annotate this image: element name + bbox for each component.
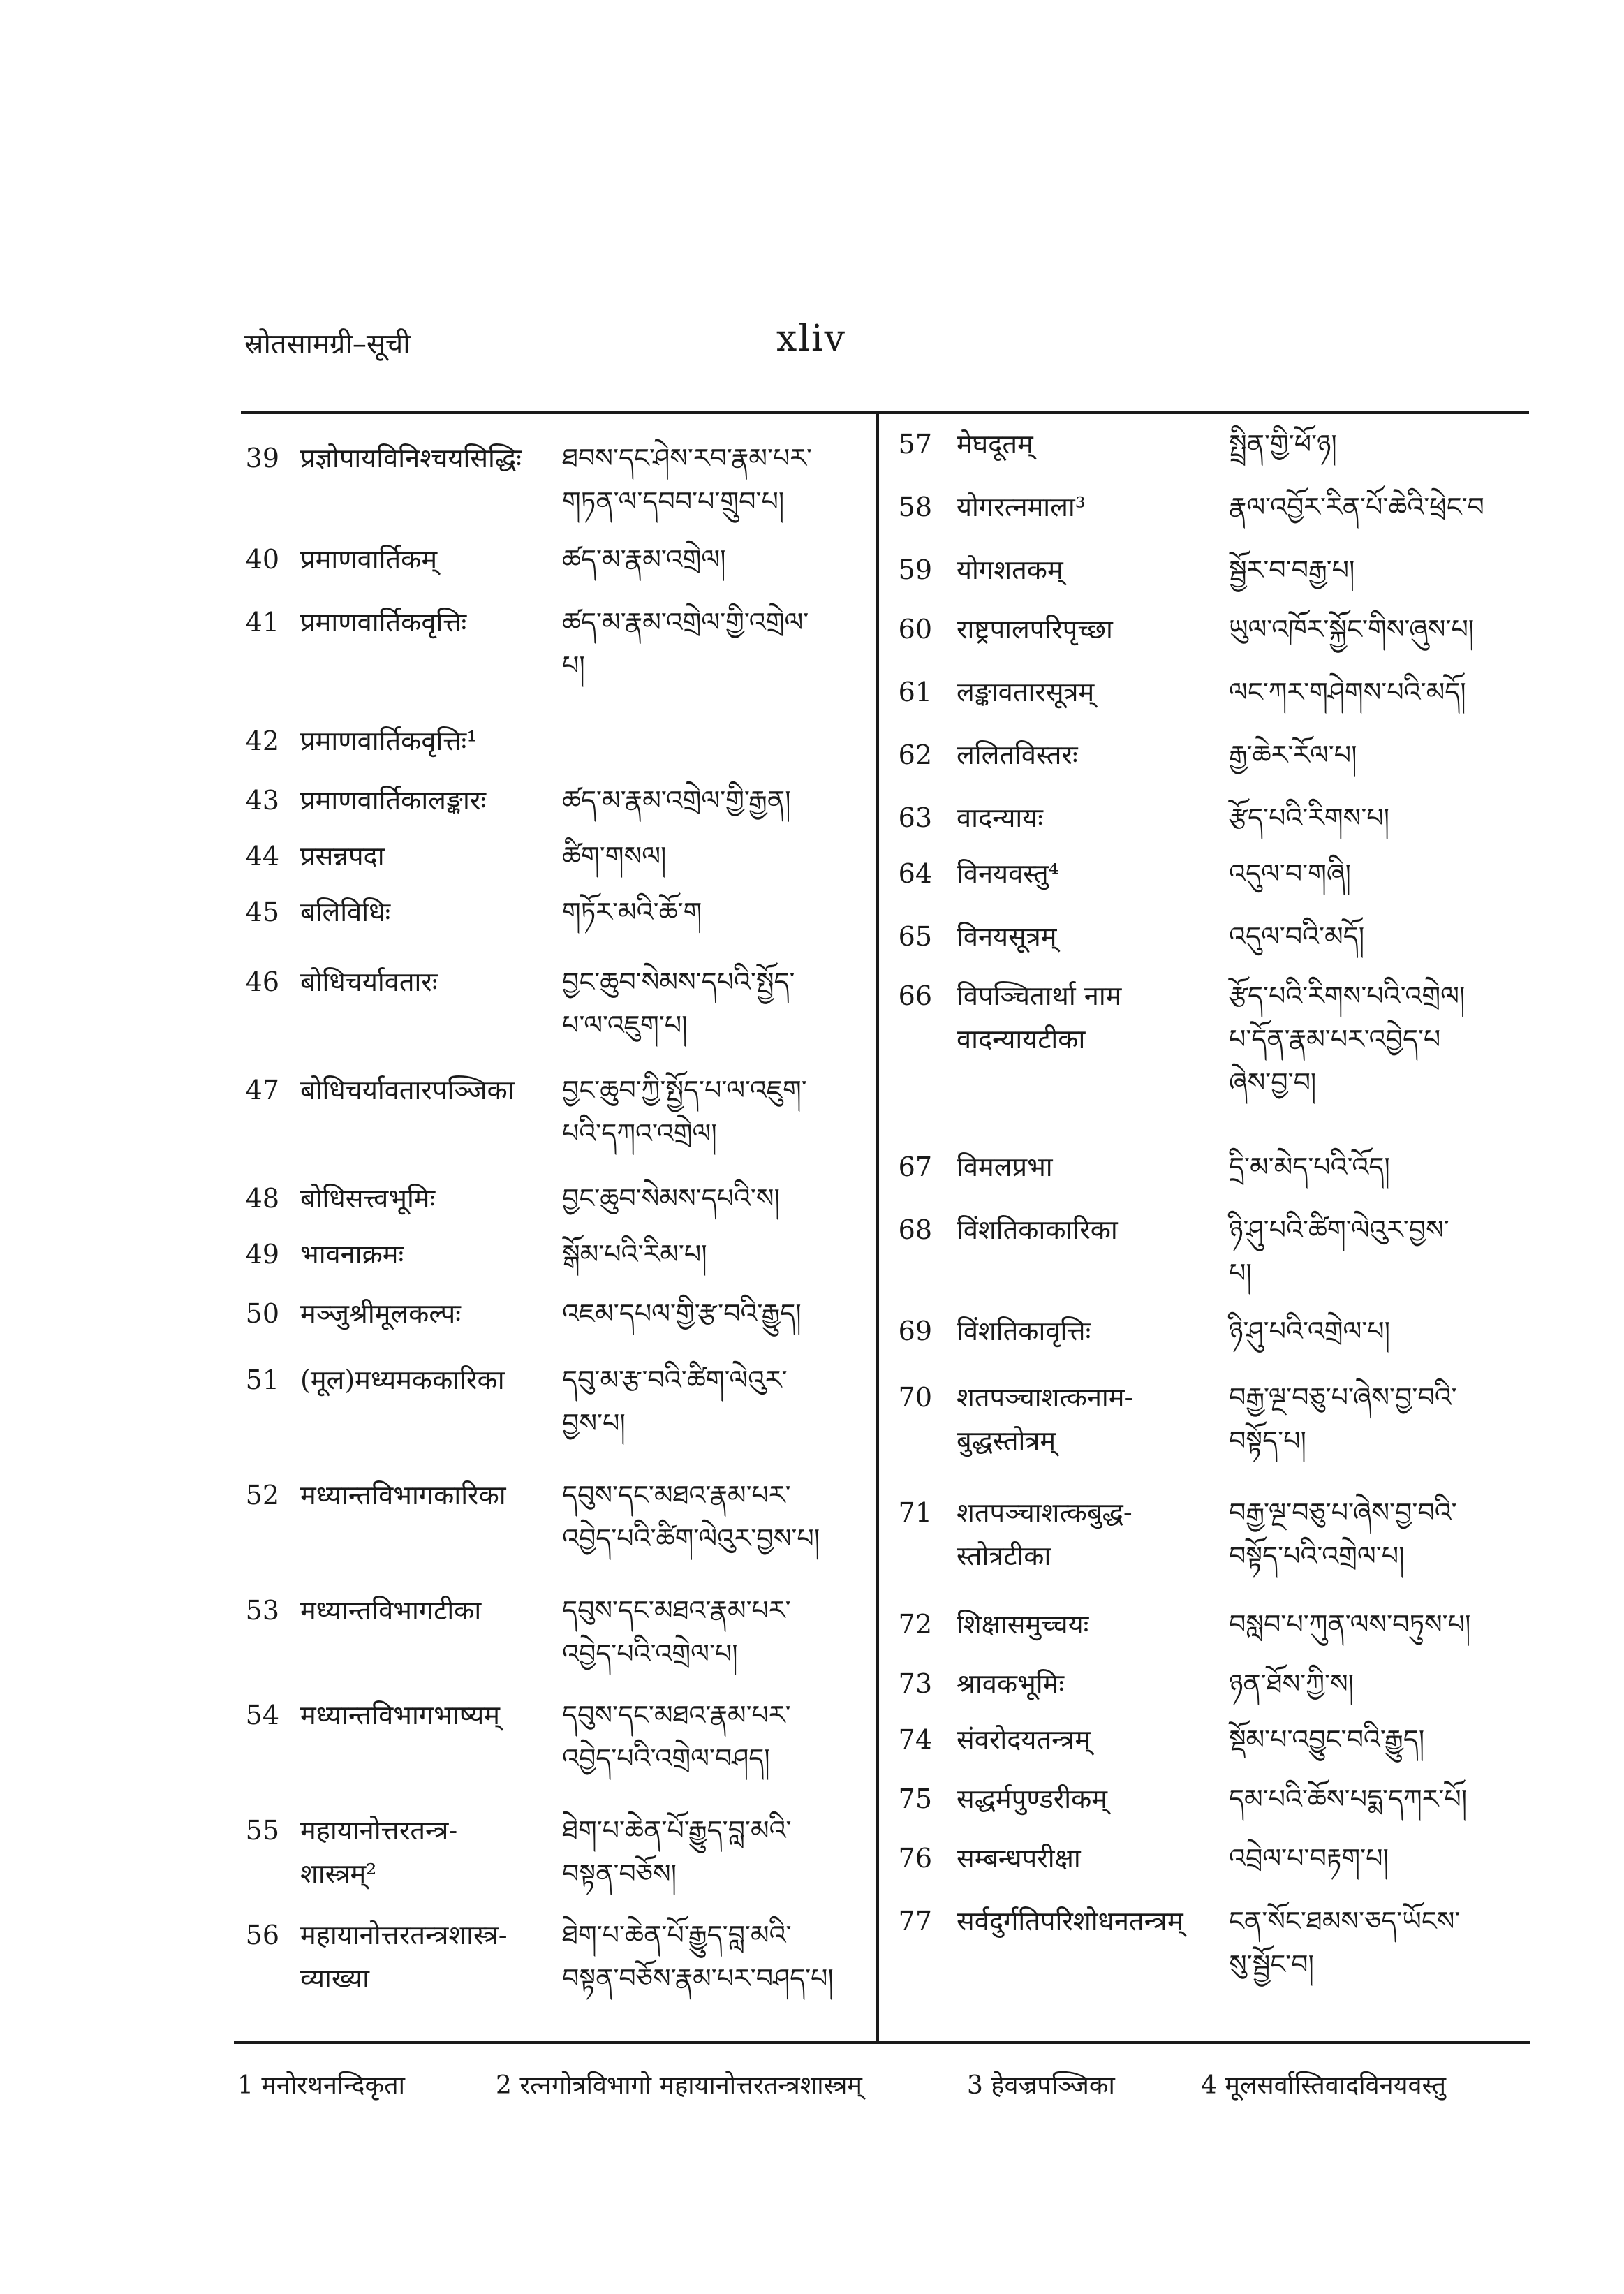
sanskrit-title-line: स्तोत्रटीका — [957, 1541, 1051, 1571]
entry-number: 64 — [898, 858, 932, 889]
sanskrit-title — [957, 1491, 1132, 1578]
tibetan-title — [1229, 1603, 1470, 1646]
tibetan-title — [1229, 608, 1474, 651]
tibetan-title-line: ཐེག་པ་ཆེན་པོ་རྒྱུད་བླ་མའི་ — [562, 1815, 792, 1846]
tibetan-title-line: པ། — [562, 650, 585, 681]
entry-number: 63 — [898, 802, 932, 833]
sanskrit-title — [300, 1693, 500, 1737]
entry-number: 77 — [898, 1906, 932, 1936]
footnote-3: 3 हेवज्रपञ्जिका — [967, 2071, 1115, 2100]
sanskrit-title-line: प्रसन्नपदा — [300, 841, 385, 872]
tibetan-title — [562, 1358, 788, 1445]
tibetan-title-line: འབྱེད་པའི་འགྲེལ་པ། — [562, 1638, 738, 1669]
footnote-2: 2 रत्नगोत्रविभागो महायानोत्तरतन्त्रशास्त्रम् — [496, 2071, 862, 2100]
sanskrit-title-line: सद्धर्मपुण्डरीकम् — [957, 1784, 1108, 1814]
sanskrit-title-line: वादन्यायः — [957, 802, 1043, 833]
sanskrit-title-line: ललितविस्तरः — [957, 740, 1078, 770]
sanskrit-title-line: मध्यान्तविभागटीका — [300, 1595, 482, 1626]
entry-number: 69 — [898, 1316, 932, 1346]
sanskrit-title-line: विपञ्चितार्था नाम — [957, 980, 1122, 1011]
entry-number: 44 — [245, 841, 279, 872]
sanskrit-title-line: बुद्धस्तोत्रम् — [957, 1425, 1056, 1456]
tibetan-title-line: བརྒྱ་ལྔ་བཅུ་པ་ཞེས་བྱ་བའི་ — [1229, 1382, 1457, 1413]
entry-number: 71 — [898, 1497, 932, 1528]
tibetan-title-line: རྩོད་པའི་རིགས་པ། — [1229, 802, 1390, 833]
tibetan-title — [562, 1292, 802, 1335]
sanskrit-title-line: वादन्यायटीका — [957, 1024, 1086, 1054]
tibetan-title — [562, 1233, 707, 1276]
running-title: स्रोतसामग्री–सूची — [244, 328, 411, 360]
entry-number: 53 — [245, 1595, 279, 1626]
entry-number: 76 — [898, 1843, 932, 1874]
tibetan-title-line: སྡོམ་པ་འབྱུང་བའི་རྒྱུད། — [1229, 1724, 1425, 1755]
tibetan-title-line: ཐབས་དང་ཤེས་རབ་རྣམ་པར་ — [562, 443, 812, 473]
entry-number: 54 — [245, 1700, 279, 1730]
sanskrit-title — [300, 1589, 481, 1632]
sanskrit-title-line: योगशतकम् — [957, 554, 1063, 585]
sanskrit-title-line: शिक्षासमुच्चयः — [957, 1609, 1089, 1640]
tibetan-title-line: གཏོར་མའི་ཆོ་ག — [562, 897, 702, 927]
tibetan-title-line: རྩོད་པའི་རིགས་པའི་འགྲེལ། — [1229, 980, 1466, 1011]
sanskrit-title-line: विमलप्रभा — [957, 1152, 1053, 1182]
tibetan-title-line: བྱང་ཆུབ་ཀྱི་སྤྱོད་པ་ལ་འཇུག་ — [562, 1075, 807, 1105]
tibetan-title — [562, 601, 809, 687]
sanskrit-title-line: बलिविधिः — [300, 897, 391, 927]
tibetan-title-line: བྱང་ཆུབ་སེམས་དཔའི་ས། — [562, 1183, 780, 1214]
sanskrit-title-line: बोधिसत्त्वभूमिः — [300, 1183, 436, 1214]
sanskrit-title-line: प्रमाणवार्तिकवृत्तिः — [300, 607, 467, 638]
tibetan-title — [1229, 1837, 1389, 1880]
sanskrit-title — [300, 538, 437, 581]
entry-number: 74 — [898, 1724, 932, 1755]
tibetan-title — [1229, 1718, 1424, 1761]
sanskrit-title-line: सर्वदुर्गतिपरिशोधनतन्त्रम् — [957, 1906, 1183, 1936]
tibetan-title-line: འབྱེད་པའི་འགྲེལ་བཤད། — [562, 1743, 770, 1774]
tibetan-title — [1229, 974, 1465, 1104]
sanskrit-title — [957, 1899, 1183, 1943]
tibetan-title-line: དམ་པའི་ཆོས་པདྨ་དཀར་པོ། — [1229, 1784, 1468, 1814]
tibetan-title — [562, 779, 791, 822]
tibetan-title — [1229, 422, 1337, 466]
sanskrit-title-line: लङ्कावतारसूत्रम् — [957, 677, 1095, 707]
sanskrit-title-line: श्रावकभूमिः — [957, 1668, 1065, 1699]
sanskrit-title-line: मेघदूतम् — [957, 429, 1033, 459]
tibetan-title-line: སྤྲིན་གྱི་ཕོ་ཉ། — [1229, 429, 1337, 459]
tibetan-title-line: ཡུལ་འཁོར་སྐྱོང་གིས་ཞུས་པ། — [1229, 614, 1475, 645]
entry-number: 52 — [245, 1480, 279, 1510]
sanskrit-title-line: मध्यान्तविभागभाष्यम् — [300, 1700, 500, 1730]
entry-number: 45 — [245, 897, 279, 927]
sanskrit-title — [957, 852, 1059, 895]
tibetan-title — [1229, 1145, 1390, 1189]
tibetan-title-line: དབུས་དང་མཐའ་རྣམ་པར་ — [562, 1700, 791, 1730]
tibetan-title-line: བརྒྱ་ལྔ་བཅུ་པ་ཞེས་བྱ་བའི་ — [1229, 1497, 1457, 1528]
footnote-4: 4 मूलसर्वास्तिवादविनयवस्तु — [1201, 2071, 1447, 2100]
tibetan-title-line: ཐེག་པ་ཆེན་པོ་རྒྱུད་བླ་མའི་ — [562, 1920, 792, 1950]
sanskrit-title — [957, 1145, 1053, 1189]
sanskrit-title-line: विनयसूत्रम् — [957, 921, 1057, 952]
sanskrit-title-line: (मूल)मध्यमककारिका — [300, 1365, 505, 1395]
sanskrit-title-line: व्याख्या — [300, 1963, 369, 1994]
tibetan-title-line: སྦྱོར་བ་བརྒྱ་པ། — [1229, 554, 1355, 585]
sanskrit-title — [300, 779, 486, 822]
tibetan-title-line: པའི་དཀའ་འགྲེལ། — [562, 1118, 717, 1149]
tibetan-title-line: འདུལ་བའི་མདོ། — [1229, 921, 1365, 952]
tibetan-title-line: སྒོམ་པའི་རིམ་པ། — [562, 1239, 707, 1270]
sanskrit-title — [957, 1718, 1091, 1761]
column-divider — [876, 412, 879, 2043]
sanskrit-title-line: विंशतिकाकारिका — [957, 1214, 1118, 1245]
entry-number: 47 — [245, 1075, 279, 1105]
tibetan-title-line: འདུལ་བ་གཞི། — [1229, 858, 1351, 889]
tibetan-title — [1229, 485, 1484, 529]
sanskrit-title — [300, 1358, 505, 1402]
tibetan-title-line: ཚད་མ་རྣམ་འགྲེལ། — [562, 544, 726, 575]
tibetan-title-line: ཚིག་གསལ། — [562, 841, 667, 872]
tibetan-title-line: དབུ་མ་རྩ་བའི་ཚིག་ལེའུར་ — [562, 1365, 788, 1395]
sanskrit-title — [300, 719, 477, 763]
tibetan-title-line: ཚད་མ་རྣམ་འགྲེལ་གྱི་རྒྱན། — [562, 785, 791, 816]
entry-number: 75 — [898, 1784, 932, 1814]
tibetan-title-line: བསྟོད་པའི་འགྲེལ་པ། — [1229, 1541, 1405, 1571]
sanskrit-title — [957, 670, 1094, 714]
tibetan-title — [1229, 1662, 1354, 1705]
tibetan-title-line: བྱང་ཆུབ་སེམས་དཔའི་སྤྱོད་ — [562, 966, 795, 997]
tibetan-title-line: པ། — [1229, 1258, 1252, 1288]
entry-number: 39 — [245, 443, 279, 473]
tibetan-title — [1229, 1777, 1467, 1821]
sanskrit-title-line: प्रमाणवार्तिकवृत्तिः¹ — [300, 726, 478, 756]
page-number: xliv — [776, 318, 846, 360]
sanskrit-title — [957, 915, 1057, 958]
sanskrit-title — [957, 608, 1113, 651]
sanskrit-title — [957, 548, 1063, 591]
tibetan-title — [562, 1693, 791, 1780]
tibetan-title-line: པ་དོན་རྣམ་པར་འབྱེད་པ — [1229, 1024, 1441, 1054]
sanskrit-title — [300, 1913, 508, 2000]
sanskrit-title — [957, 1208, 1118, 1251]
sanskrit-title — [957, 1309, 1091, 1353]
top-rule — [241, 411, 1529, 414]
sanskrit-title-line: मध्यान्तविभागकारिका — [300, 1480, 506, 1510]
sanskrit-title-line: संवरोदयतन्त्रम् — [957, 1724, 1091, 1755]
tibetan-title-line: ཞེས་བྱ་བ། — [1229, 1067, 1317, 1098]
footnotes — [237, 2067, 1550, 2109]
entry-number: 51 — [245, 1365, 279, 1395]
entry-number: 60 — [898, 614, 932, 645]
entry-number: 48 — [245, 1183, 279, 1214]
tibetan-title — [562, 1068, 807, 1155]
tibetan-title-line: ལང་ཀར་གཤེགས་པའི་མདོ། — [1229, 677, 1466, 707]
tibetan-title-line: ཉི་ཤུ་པའི་འགྲེལ་པ། — [1229, 1316, 1391, 1346]
sanskrit-title — [300, 960, 438, 1003]
tibetan-title — [562, 834, 666, 878]
tibetan-title-line: རྒྱ་ཆེར་རོལ་པ། — [1229, 740, 1357, 770]
sanskrit-title-line: शतपञ्चाशत्कबुद्ध- — [957, 1497, 1132, 1528]
sanskrit-title — [957, 1777, 1107, 1821]
tibetan-title-line: པ་ལ་འཇུག་པ། — [562, 1010, 688, 1041]
entry-number: 58 — [898, 492, 932, 522]
tibetan-title-line: བསླབ་པ་ཀུན་ལས་བཏུས་པ། — [1229, 1609, 1471, 1640]
tibetan-title — [562, 890, 702, 934]
tibetan-title-line: རྣལ་འབྱོར་རིན་པོ་ཆེའི་ཕྲེང་བ — [1229, 492, 1484, 522]
sanskrit-title-line: भावनाक्रमः — [300, 1239, 404, 1270]
tibetan-title-line: བསྟོད་པ། — [1229, 1425, 1306, 1456]
footnote-1: 1 मनोरथनन्दिकृता — [237, 2071, 405, 2100]
entry-number: 62 — [898, 740, 932, 770]
tibetan-title-line: ཉན་ཐོས་ཀྱི་ས། — [1229, 1668, 1354, 1699]
tibetan-title — [562, 436, 812, 523]
tibetan-title — [562, 538, 726, 581]
sanskrit-title-line: प्रमाणवार्तिकालङ्कारः — [300, 785, 487, 816]
sanskrit-title — [300, 1233, 404, 1276]
tibetan-title — [562, 1913, 834, 2000]
entry-number: 65 — [898, 921, 932, 952]
entry-number: 56 — [245, 1920, 279, 1950]
sanskrit-title-line: महायानोत्तरतन्त्र- — [300, 1815, 458, 1846]
sanskrit-title-line: महायानोत्तरतन्त्रशास्त्र- — [300, 1920, 508, 1950]
tibetan-title — [562, 1473, 820, 1560]
sanskrit-title — [300, 834, 385, 878]
sanskrit-title-line: प्रमाणवार्तिकम् — [300, 544, 438, 575]
tibetan-title-line: བསྟན་བཅོས། — [562, 1858, 677, 1889]
tibetan-title — [1229, 1376, 1457, 1462]
entry-number: 67 — [898, 1152, 932, 1182]
tibetan-title-line: སུ་སྦྱོང་བ། — [1229, 1949, 1314, 1980]
tibetan-title-line: དབུས་དང་མཐའ་རྣམ་པར་ — [562, 1480, 791, 1510]
tibetan-title — [1229, 1309, 1390, 1353]
tibetan-title — [1229, 852, 1351, 895]
entry-number: 50 — [245, 1298, 279, 1329]
tibetan-title-line: བསྟན་བཅོས་རྣམ་པར་བཤད་པ། — [562, 1963, 834, 1994]
entry-number: 73 — [898, 1668, 932, 1699]
sanskrit-title-line: प्रज्ञोपायविनिश्चयसिद्धिः — [300, 443, 522, 473]
entry-number: 41 — [245, 607, 279, 638]
sanskrit-title — [300, 1292, 461, 1335]
sanskrit-title — [957, 1837, 1081, 1880]
tibetan-title-line: གཏན་ལ་དབབ་པ་གྲུབ་པ། — [562, 486, 785, 517]
tibetan-title — [1229, 1899, 1460, 1986]
sanskrit-title-line: योगरत्नमाला³ — [957, 492, 1086, 522]
sanskrit-title — [300, 1473, 506, 1517]
tibetan-title-line: བྱས་པ། — [562, 1408, 626, 1439]
tibetan-title-line: དྲི་མ་མེད་པའི་འོད། — [1229, 1152, 1390, 1182]
tibetan-title — [562, 1177, 780, 1220]
entry-number: 55 — [245, 1815, 279, 1846]
entry-number: 72 — [898, 1609, 932, 1640]
sanskrit-title-line: बोधिचर्यावतारपञ्जिका — [300, 1075, 515, 1105]
sanskrit-title — [300, 601, 466, 644]
tibetan-title-line: འབྲེལ་པ་བརྟག་པ། — [1229, 1843, 1389, 1874]
entry-number: 70 — [898, 1382, 932, 1413]
entry-number: 59 — [898, 554, 932, 585]
sanskrit-title-line: बोधिचर्यावतारः — [300, 966, 438, 997]
sanskrit-title — [957, 1376, 1133, 1462]
tibetan-title-line: འབྱེད་པའི་ཚིག་ལེའུར་བྱས་པ། — [562, 1523, 820, 1554]
entry-number: 40 — [245, 544, 279, 575]
sanskrit-title — [300, 436, 522, 480]
tibetan-title-line: ངན་སོང་ཐམས་ཅད་ཡོངས་ — [1229, 1906, 1461, 1936]
page-header — [244, 318, 1557, 367]
tibetan-title — [1229, 796, 1389, 839]
sanskrit-title-line: सम्बन्धपरीक्षा — [957, 1843, 1081, 1874]
sanskrit-title — [957, 974, 1121, 1061]
sanskrit-title — [957, 1662, 1064, 1705]
tibetan-title-line: ཉི་ཤུ་པའི་ཚིག་ལེའུར་བྱས་ — [1229, 1214, 1449, 1245]
sanskrit-title-line: विंशतिकावृत्तिः — [957, 1316, 1091, 1346]
entry-number: 49 — [245, 1239, 279, 1270]
entry-number: 43 — [245, 785, 279, 816]
sanskrit-title — [957, 485, 1086, 529]
tibetan-title-line: དབུས་དང་མཐའ་རྣམ་པར་ — [562, 1595, 791, 1626]
sanskrit-title-line: शास्त्रम्² — [300, 1858, 377, 1889]
sanskrit-title — [957, 1603, 1088, 1646]
tibetan-title-line: འཇམ་དཔལ་གྱི་རྩ་བའི་རྒྱུད། — [562, 1298, 802, 1329]
bottom-rule — [234, 2041, 1530, 2044]
sanskrit-title-line: विनयवस्तु⁴ — [957, 858, 1059, 889]
tibetan-title-line: ཚད་མ་རྣམ་འགྲེལ་གྱི་འགྲེལ་ — [562, 607, 809, 638]
sanskrit-title — [957, 422, 1033, 466]
tibetan-title — [1229, 915, 1364, 958]
sanskrit-title — [300, 1068, 515, 1112]
entry-number: 61 — [898, 677, 932, 707]
sanskrit-title-line: राष्ट्रपालपरिपृच्छा — [957, 614, 1113, 645]
tibetan-title — [1229, 548, 1354, 591]
sanskrit-title-line: शतपञ्चाशत्कनाम- — [957, 1382, 1134, 1413]
sanskrit-title-line: मञ्जुश्रीमूलकल्पः — [300, 1298, 461, 1329]
entry-number: 66 — [898, 980, 932, 1011]
entry-number: 68 — [898, 1214, 932, 1245]
sanskrit-title — [300, 1177, 435, 1220]
tibetan-title — [562, 1809, 792, 1895]
tibetan-title — [1229, 733, 1357, 777]
tibetan-title — [1229, 1491, 1457, 1578]
sanskrit-title — [957, 733, 1078, 777]
tibetan-title — [562, 1589, 791, 1675]
tibetan-title — [1229, 670, 1466, 714]
sanskrit-title — [300, 890, 390, 934]
sanskrit-title — [957, 796, 1043, 839]
entry-number: 42 — [245, 726, 279, 756]
entry-number: 46 — [245, 966, 279, 997]
tibetan-title — [562, 960, 795, 1047]
sanskrit-title — [300, 1809, 457, 1895]
entry-number: 57 — [898, 429, 932, 459]
tibetan-title — [1229, 1208, 1449, 1295]
